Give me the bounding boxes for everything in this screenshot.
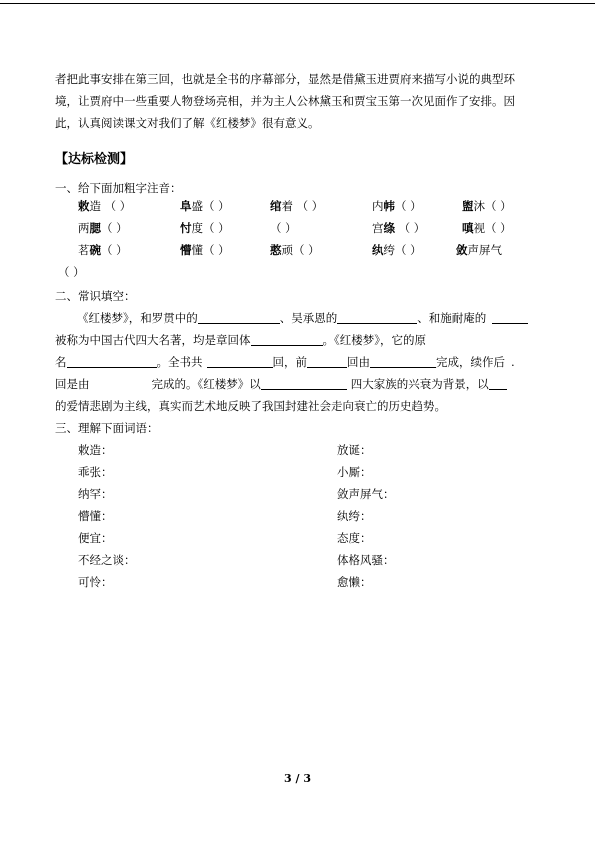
- q3-term: 体格风骚：: [337, 553, 395, 567]
- fill-blank[interactable]: [337, 311, 417, 324]
- q1-title: 一、给下面加粗字注音：: [55, 181, 182, 195]
- fill-blank[interactable]: [67, 355, 157, 368]
- q1-item: （ ）: [270, 221, 297, 235]
- q2-line: 《红楼梦》，和罗贯中的 、吴承恩的 、和施耐庵的: [55, 310, 550, 326]
- intro-line: 此，认真阅读课文对我们了解《红楼梦》很有意义。: [55, 116, 320, 130]
- intro-line: 者把此事安排在第三回，也就是全书的序幕部分，显然是借黛玉进贾府来描写小说的典型环: [55, 72, 515, 86]
- q1-item: 憨顽（ ）: [270, 243, 320, 257]
- fill-blank[interactable]: [198, 311, 280, 324]
- q1-item: 忖度（ ）: [180, 221, 230, 235]
- page-number: 3 / 3: [284, 772, 311, 785]
- q1-row: [78, 220, 548, 240]
- q3-term: 可怜：: [78, 575, 113, 589]
- q3-term: 懵懂：: [78, 509, 113, 523]
- fill-blank[interactable]: [251, 333, 323, 346]
- q2-line: 的爱情悲剧为主线，真实而艺术地反映了我国封建社会走向衰亡的历史趋势。: [55, 399, 446, 413]
- q1-item: 阜盛（ ）: [180, 199, 230, 213]
- q3-term: 乖张：: [78, 465, 113, 479]
- intro-paragraph: [55, 68, 550, 134]
- q3-term: 态度：: [337, 531, 372, 545]
- q2-line: 名 。全书共 回，前 回由 完成，续作后 .: [55, 355, 515, 369]
- q1-item: 绾着 （ ）: [270, 199, 324, 213]
- q3-term: 便宜：: [78, 531, 113, 545]
- q3-term: 纨绔：: [337, 509, 372, 523]
- section-heading: 【达标检测】: [55, 152, 134, 167]
- q3-term: 放诞：: [337, 443, 372, 457]
- top-border: [0, 3, 595, 4]
- q1-item: 纨绔（ ）: [372, 243, 422, 257]
- q1-item: 内帏（ ）: [372, 199, 422, 213]
- fill-blank[interactable]: [370, 355, 436, 368]
- q1-item: 两腮（ ）: [78, 221, 128, 235]
- q1-item: 嗔视（ ）: [462, 221, 512, 235]
- fill-blank[interactable]: [207, 355, 273, 368]
- q3-term: 敛声屏气：: [337, 487, 395, 501]
- q2-line: 回是由 完成的。《红楼梦》以 四大家族的兴衰为背景，以: [55, 376, 550, 392]
- q1-item: 茗碗（ ）: [78, 243, 128, 257]
- q1-item: 懵懂（ ）: [180, 243, 230, 257]
- q1-row: [78, 242, 548, 262]
- fill-blank[interactable]: [489, 377, 507, 390]
- fill-blank[interactable]: [261, 377, 347, 390]
- q3-term: 不经之谈：: [78, 553, 136, 567]
- q1-item: 敛声屏气: [456, 243, 502, 257]
- q1-item: 盥沐（ ）: [462, 199, 512, 213]
- q3-term: 敕造：: [78, 443, 113, 457]
- q1-row: [78, 198, 548, 218]
- q3-term: 小厮：: [337, 465, 372, 479]
- fill-blank[interactable]: [492, 311, 528, 324]
- q3-title: 三、理解下面词语：: [55, 421, 159, 435]
- q1-item: 敕造 （ ）: [78, 199, 132, 213]
- q3-term: 纳罕：: [78, 487, 113, 501]
- fill-blank[interactable]: [307, 355, 347, 368]
- intro-line: 境，让贾府中一些重要人物登场亮相，并为主人公林黛玉和贾宝玉第一次见面作了安排。因: [55, 94, 515, 108]
- q2-title: 二、常识填空：: [55, 289, 136, 303]
- q1-item: 宫绦 （ ）: [372, 221, 426, 235]
- q3-term: 愈懒：: [337, 575, 372, 589]
- q1-wrap-paren: （ ）: [58, 265, 85, 279]
- q2-line: 被称为中国古代四大名著，均是章回体 。《红楼梦》，它的原: [55, 333, 426, 347]
